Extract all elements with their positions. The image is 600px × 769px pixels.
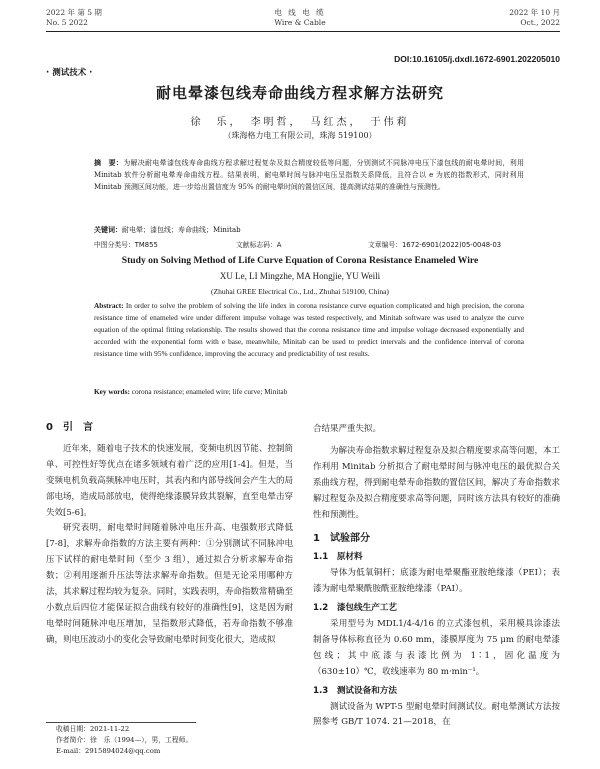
abstract-en-label: Abstract: bbox=[94, 301, 124, 310]
header-date-cn: 2022 年 10 月 bbox=[509, 8, 560, 17]
section-1-1-heading: 1.1 原材料 bbox=[313, 552, 363, 563]
section-1-heading: 1 试验部分 bbox=[313, 533, 370, 545]
affiliation-en: (Zhuhai GREE Electrical Co., Ltd., Zhuhai 519100, China) bbox=[211, 287, 389, 296]
title-en: Study on Solving Method of Life Curve Equation of Corona Resistance Enameled Wire bbox=[121, 255, 479, 266]
article-number: 文章编号：1672-6901(2022)05-0048-03 bbox=[368, 241, 502, 249]
abstract-cn-label: 摘 要： bbox=[94, 159, 124, 167]
footnote bbox=[56, 724, 192, 757]
left-column bbox=[46, 420, 293, 649]
right-column bbox=[313, 422, 560, 731]
author-intro: 作者简介：徐 乐（1994—），男，工程师。 bbox=[56, 736, 193, 744]
keywords-en bbox=[94, 387, 287, 396]
header-journal-cn: 电 线 电 缆 bbox=[274, 8, 326, 17]
abstract-en bbox=[94, 300, 524, 360]
section-1-2-heading: 1.2 漆包线生产工艺 bbox=[313, 603, 397, 614]
header-date bbox=[509, 8, 560, 28]
header-journal-en: Wire & Cable bbox=[274, 18, 326, 27]
header-issue-cn: 2022 年 第 5 期 bbox=[46, 8, 102, 17]
doi: DOI:10.16105/j.dxdl.1672-6901.202205010 bbox=[394, 54, 560, 64]
document-code: 文献标志码：A bbox=[236, 241, 282, 249]
abstract-cn-text: 为解决耐电晕漆包线寿命曲线方程求解过程复杂及拟合精度较低等问题，分别测试不同脉冲电压下漆包线的耐电晕时间，利用 Minitab 软件分析耐电晕寿命曲线方程。结果表明，耐电晕时间与脉冲电压呈指数关系降低，且符合以 e 为底的指数形式，同时利用 Minitab 预测区间功能，进一步给出置信度为 95% 的耐电晕时间的置信区间，提高测试结果的准确性与预测性。 bbox=[94, 159, 525, 191]
title-cn: 耐电晕漆包线寿命曲线方程求解方法研究 bbox=[155, 84, 444, 102]
received-date: 收稿日期：2021-11-22 bbox=[56, 725, 130, 733]
abstract-cn bbox=[94, 158, 524, 193]
keywords-en-text: corona resistance; enameled wire; life curve; Minitab bbox=[131, 387, 288, 396]
keywords-en-label: Key words: bbox=[94, 387, 130, 396]
header-date-en: Oct., 2022 bbox=[520, 18, 560, 27]
header-issue-en: No. 5 2022 bbox=[46, 18, 88, 27]
footnote-rule bbox=[46, 722, 196, 723]
materials-paragraph: 导体为低氧铜杆；底漆为耐电晕聚酯亚胺绝缘漆（PEI）；表漆为耐电晕聚酰胺酰亚胺绝缘漆（PAI）。 bbox=[313, 568, 560, 595]
clc-number: 中图分类号：TM855 bbox=[94, 241, 158, 249]
authors-cn: 徐 乐， 李明哲， 马红杰， 于伟莉 bbox=[190, 117, 410, 128]
intro-paragraph-1: 近年来，随着电子技术的快速发展，变频电机因节能、控制简单、可控性好等优点在诸多领域有着广泛的应用[1-4]。但是，当变频电机负载高频脉冲电压时，其表内和内部导线间会产生大的局部电场，造成局部放电，使得绝缘漆膜异致其裂解，直至电晕击穿失效[5-6]。 bbox=[46, 443, 293, 518]
header-rule bbox=[46, 31, 560, 32]
equipment-paragraph: 测试设备为 WPT-5 型耐电晕时间测试仪。耐电晕测试方法按照参考 GB/T 1074. 21—2018，在 bbox=[313, 701, 560, 728]
authors-en: XU Le, LI Mingzhe, MA Hongjie, YU Weili bbox=[219, 271, 381, 281]
keywords-cn-label: 关键词： bbox=[94, 226, 122, 234]
process-paragraph: 采用型号为 MDL1/4-4/16 的立式漆包机，采用模具涂漆法制备导体标称直径为 0.60 mm，漆膜厚度为 75 μm 的耐电晕漆包线；其中底漆与表漆比例为 1∶1，固化温度为（630±10）℃，收线速率为 80 m·min⁻¹。 bbox=[313, 618, 560, 677]
keywords-cn-text: 耐电晕；漆包线；寿命曲线；Minitab bbox=[122, 226, 241, 234]
section-0-heading: 0 引 言 bbox=[46, 422, 93, 433]
abstract-en-text: In order to solve the problem of solving the life index in corona resistance curve equation complicated and high precision, the corona resistance time of enameled wire under different impulse voltage was tested respectively, and Minitab software was used to analyze the curve equation of the optimal fitting relationship. The results showed that the corona resistance time and impulse voltage decreased exponentially and accorded with the exponential form with e base, meanwhile, Minitab can be used to predict intervals and the confidence interval of corona resistance time with 95% confidence, improving the accuracy and predictability of test results. bbox=[94, 301, 524, 358]
continued-text: 合结果严重失拟。 bbox=[313, 424, 382, 434]
affiliation-cn: （珠海格力电工有限公司，珠海 519100） bbox=[223, 131, 377, 140]
intro-paragraph-2: 研究表明，耐电晕时间随着脉冲电压升高、电强数形式降低[7-8]，求解寿命指数的方法主要有两种：①分别测试不同脉冲电压下试样的耐电晕时间（至少 3 组），通过拟合分析求解寿命指数；②利用逐渐升压法等法求解寿命指数。但是无论采用哪种方法，其求解过程均较为复杂。同时，实践表明，寿命指数常精确至小数点后四位才能保证拟合曲线有较好的准确性[9]，这是因为耐电晕时间随脉冲电压增加，呈指数形式降低，若寿命指数不够准确，则电压波动小的变化会导致耐电晕时间变化很大，造成拟 bbox=[46, 523, 293, 645]
author-email: E-mail：2915894024@qq.com bbox=[56, 747, 161, 755]
purpose-paragraph: 为解决寿命指数求解过程复杂及拟合精度要求高等问题，本工作利用 Minitab 分析拟合了耐电晕时间与脉冲电压的最优拟合关系曲线方程，得到耐电晕寿命指数的置信区间，解决了寿命指数求解过程复杂及拟合精度要求高等问题，同时该方法具有较好的准确性和预测性。 bbox=[313, 445, 560, 520]
section-1-3-heading: 1.3 测试设备和方法 bbox=[313, 685, 397, 696]
keywords-cn bbox=[94, 225, 241, 235]
section-tag: · 测试技术 · bbox=[46, 68, 93, 78]
